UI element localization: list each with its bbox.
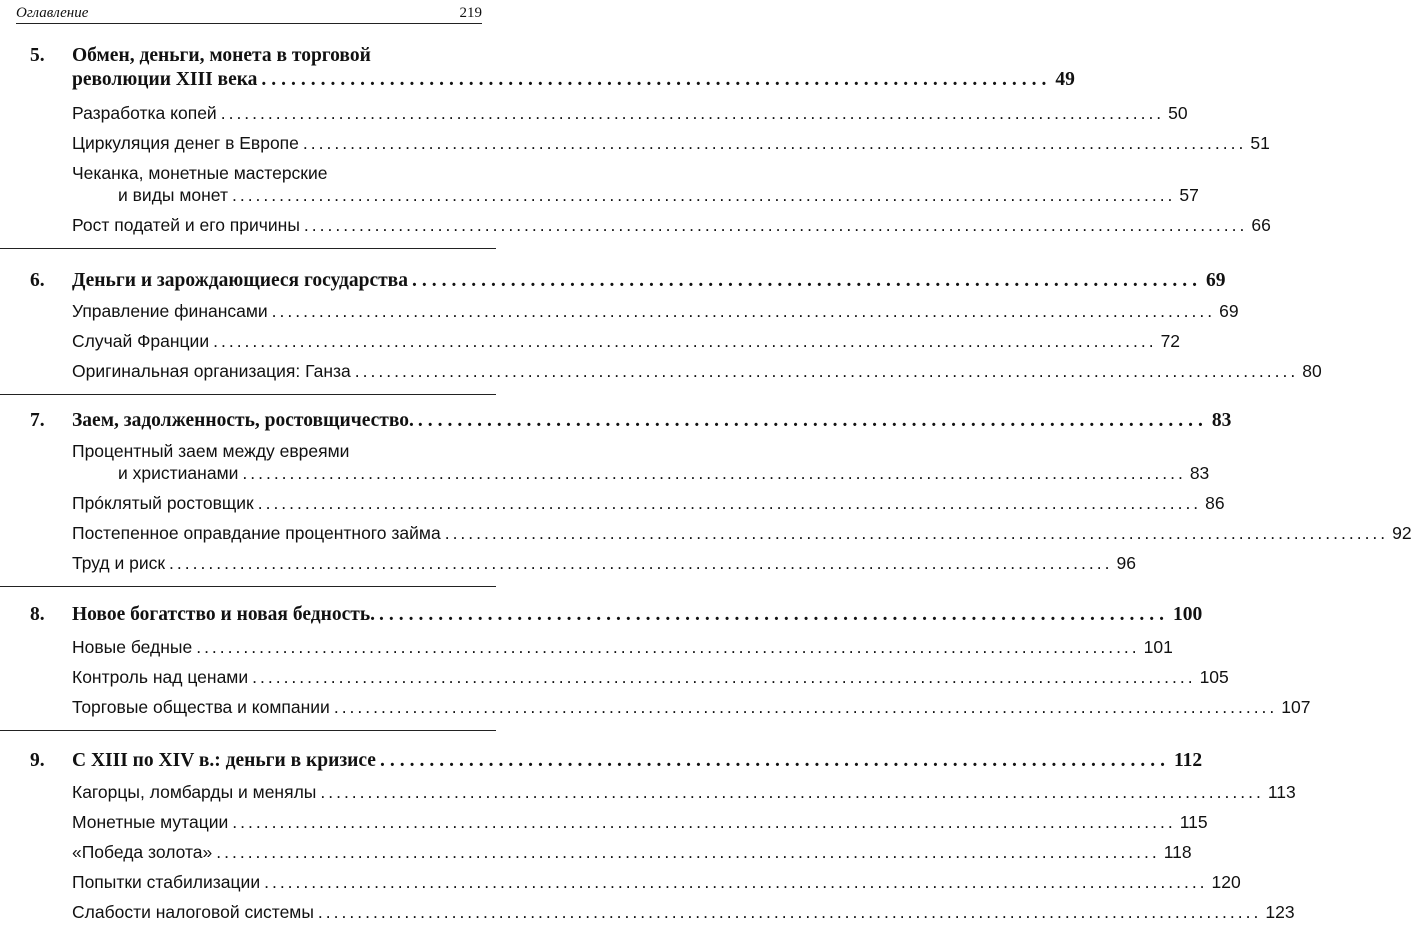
chapter-title: революции XIII века [72,69,258,90]
chapter-title: Деньги и зарождающиеся государства [72,270,408,291]
dot-leader: ................................................................................ [411,270,1202,291]
chapter-page-number: 112 [1173,750,1203,771]
entry-title: Новые бедные [72,637,193,657]
chapter-page-number: 100 [1173,604,1203,625]
toc-entry[interactable] [0,102,1188,124]
chapter-heading[interactable] [0,269,1226,293]
entry-page-number: 118 [1163,842,1192,862]
toc-entry[interactable] [0,162,1199,206]
dot-leader: ........................................................................................................................ [354,361,1299,381]
toc-entry[interactable] [0,666,1229,688]
entry-page-number: 80 [1302,361,1322,381]
toc-entry[interactable] [0,360,1322,382]
toc-section [0,586,1311,730]
entry-page-number: 101 [1143,637,1173,657]
dot-leader: ................................................................................ [379,604,1170,625]
entry-title: «Победа золота» [72,842,213,862]
chapter-title: Новое богатство и новая бедность. [72,604,376,625]
page-number: 219 [459,5,482,21]
entry-page-number: 57 [1179,185,1199,205]
dot-leader: ........................................................................................................................ [169,553,1113,573]
dot-leader: ........................................................................................................................ [264,872,1208,892]
toc-section [0,248,1322,394]
dot-leader: ................................................................................ [379,750,1170,771]
entry-page-number: 105 [1199,667,1229,687]
toc-section [0,28,1271,248]
dot-leader: ........................................................................................................................ [231,185,1176,205]
entry-page-number: 113 [1267,782,1296,802]
chapter-heading[interactable] [0,409,1232,433]
entry-page-number: 72 [1160,331,1181,351]
entry-page-number: 86 [1205,493,1225,513]
entry-title: Слабости налоговой системы [72,902,314,922]
toc-entry[interactable] [0,214,1271,236]
entry-page-number: 69 [1219,301,1239,321]
toc-section [0,730,1296,927]
entry-title: Попытки стабилизации [72,872,261,892]
dot-leader: ........................................................................................................................ [220,103,1165,123]
dot-leader: ........................................................................................................................ [216,842,1160,862]
entry-title: Рост податей и его причины [72,215,300,235]
chapter-heading[interactable] [0,603,1203,627]
entry-page-number: 120 [1211,872,1241,892]
toc-entry[interactable] [0,440,1210,484]
entry-title: Циркуляция денег в Европе [72,133,299,153]
chapter-title: Заем, задолженность, ростовщичество. [72,410,414,431]
chapter-number: 8. [30,604,45,625]
dot-leader: ........................................................................................................................ [232,812,1176,832]
toc-entry[interactable] [0,841,1192,863]
entry-title: Торговые общества и компании [72,697,330,717]
toc-entry[interactable] [0,522,1412,544]
chapter-page-number: 83 [1211,410,1232,431]
chapter-heading[interactable] [0,749,1203,773]
entry-page-number: 66 [1251,215,1271,235]
dot-leader: ........................................................................................................................ [317,902,1262,922]
toc-entry[interactable] [0,330,1181,352]
dot-leader: ........................................................................................................................ [252,667,1196,687]
dot-leader: ........................................................................................................................ [302,133,1247,153]
dot-leader: ................................................................................ [417,410,1208,431]
dot-leader: ........................................................................................................................ [320,782,1264,802]
dot-leader: ........................................................................................................................ [271,301,1216,321]
entry-title: Оригинальная организация: Ганза [72,361,351,381]
entry-page-number: 107 [1281,697,1311,717]
toc-entry[interactable] [0,552,1136,574]
chapter-page-number: 49 [1055,69,1075,90]
toc-entry[interactable] [0,132,1270,154]
entry-title: и виды монет [118,185,228,205]
entry-title: Прóклятый ростовщик [72,493,254,513]
dot-leader: ........................................................................................................................ [303,215,1248,235]
entry-title: Кагорцы, ломбарды и менялы [72,782,317,802]
header-title: Оглавление [16,5,89,21]
toc-entry[interactable] [0,492,1225,514]
toc-entry[interactable] [0,871,1241,893]
toc-entry[interactable] [0,811,1208,833]
chapter-page-number: 69 [1205,270,1226,291]
chapter-heading[interactable] [0,44,1075,92]
chapter-title: С XIII по XIV в.: деньги в кризисе [72,750,376,771]
dot-leader: ........................................................................................................................ [213,331,1157,351]
entry-title: Случай Франции [72,331,210,351]
entry-page-number: 115 [1179,812,1208,832]
running-header [16,0,482,24]
chapter-title-line: Обмен, деньги, монета в торговой [72,45,371,66]
dot-leader: ........................................................................................................................ [196,637,1140,657]
entry-title: Труд и риск [72,553,166,573]
toc-section [0,394,1412,586]
entry-page-number: 50 [1168,103,1188,123]
chapter-number: 6. [30,270,45,291]
chapter-number: 7. [30,410,45,431]
dot-leader: ........................................................................................................................ [444,523,1389,543]
dot-leader: ................................................................................ [261,69,1052,90]
entry-title-line: Процентный заем между евреями [72,441,350,461]
toc-entry[interactable] [0,300,1239,322]
entry-title: и христианами [118,463,239,483]
dot-leader: ........................................................................................................................ [333,697,1278,717]
entry-title: Постепенное оправдание процентного займа [72,523,441,543]
toc-entry[interactable] [0,781,1296,803]
dot-leader: ........................................................................................................................ [257,493,1202,513]
entry-page-number: 83 [1189,463,1210,483]
dot-leader: ........................................................................................................................ [242,463,1186,483]
entry-page-number: 96 [1116,553,1136,573]
toc-entry[interactable] [0,696,1311,718]
chapter-number: 9. [30,750,45,771]
toc-entry[interactable] [0,901,1295,923]
toc-entry[interactable] [0,636,1173,658]
entry-title: Разработка копей [72,103,217,123]
entry-page-number: 123 [1265,902,1295,922]
entry-title: Контроль над ценами [72,667,249,687]
chapter-number: 5. [30,45,45,66]
table-of-contents [0,28,1412,927]
entry-title: Монетные мутации [72,812,229,832]
entry-page-number: 92 [1392,523,1412,543]
entry-title-line: Чеканка, монетные мастерские [72,163,328,183]
entry-page-number: 51 [1250,133,1270,153]
entry-title: Управление финансами [72,301,268,321]
